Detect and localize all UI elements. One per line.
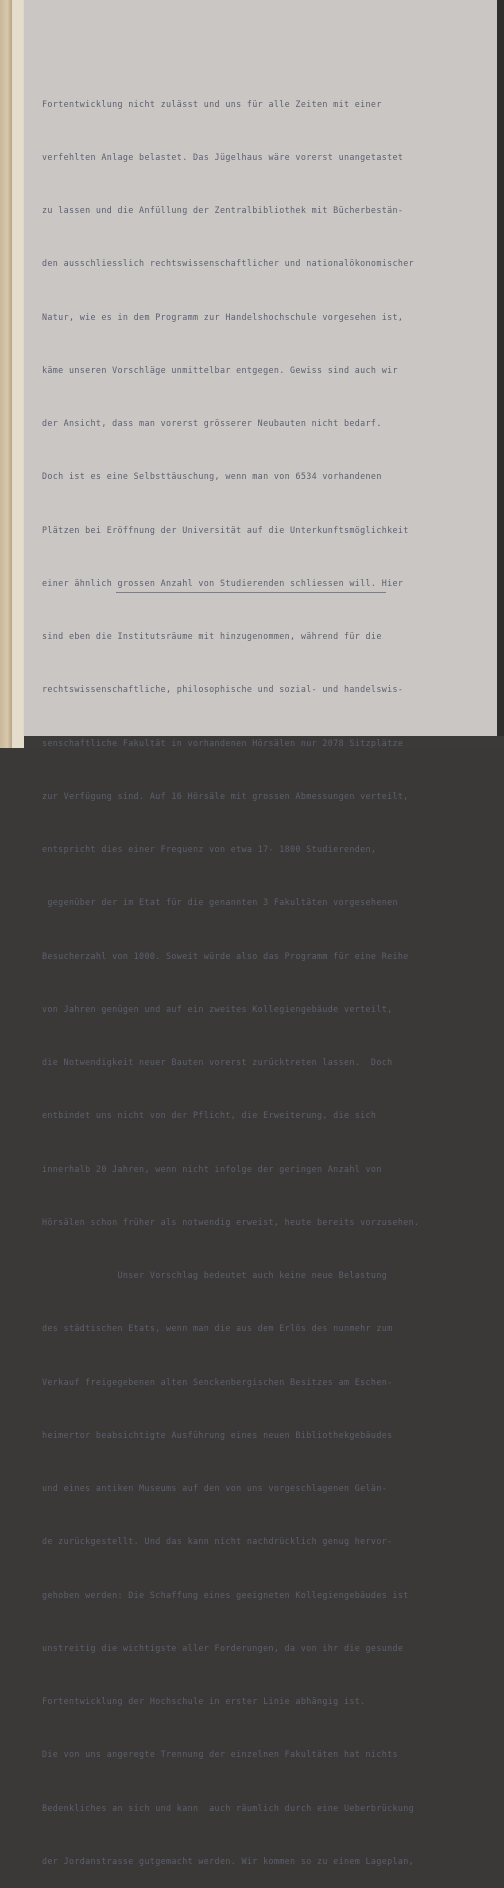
text-line: Fortentwicklung der Hochschule in erster Linie abhängig ist.: [42, 1696, 366, 1706]
text-line: de zurückgestellt. Und das kann nicht nachdrücklich genug hervor-: [42, 1536, 393, 1547]
text-line: sind eben die Institutsräume mit hinzugenommen, während für die: [42, 631, 382, 641]
text-line: zur Verfügung sind. Auf 16 Hörsäle mit grossen Abmessungen verteilt,: [42, 790, 409, 801]
text-line: Hörsälen schon früher als notwendig erweist, heute bereits vorzusehen.: [42, 1216, 420, 1227]
text-line: gegenüber der im Etat für die genannten 3 Fakultäten vorgesehenen: [42, 897, 398, 908]
text-line: Unser Vorschlag bedeutet auch keine neue Belastung: [42, 1270, 388, 1280]
text-line: rechtswissenschaftliche, philosophische und sozial- und handelswis-: [42, 684, 404, 695]
text-line: Besucherzahl von 1000. Soweit würde also das Programm für eine Reihe: [42, 950, 409, 961]
text-line: heimertor beabsichtigte Ausführung eines neuen Bibliothekgebäudes: [42, 1429, 393, 1440]
text-line: der Ansicht, dass man vorerst grösserer Neubauten nicht bedarf.: [42, 418, 382, 428]
text-line: und eines antiken Museums auf den von uns vorgeschlagenen Gelän-: [42, 1483, 388, 1493]
text-line: zu lassen und die Anfüllung der Zentralbibliothek mit Bücherbestän-: [42, 205, 404, 215]
text-line: Die von uns angeregte Trennung der einzelnen Fakultäten hat nichts: [42, 1749, 398, 1760]
text-line: des städtischen Etats, wenn man die aus dem Erlös des nunmehr zum: [42, 1323, 393, 1334]
text-line: Natur, wie es in dem Programm zur Handelshochschule vorgesehen ist,: [42, 311, 404, 322]
text-line: Doch ist es eine Selbsttäuschung, wenn man von 6534 vorhandenen: [42, 471, 382, 482]
typewritten-text: [42, 60, 462, 1888]
text-line: unstreitig die wichtigste aller Forderungen, da von ihr die gesunde: [42, 1642, 404, 1653]
text-line: Fortentwicklung nicht zulässt und uns für alle Zeiten mit einer: [42, 98, 382, 109]
text-line: innerhalb 20 Jahren, wenn nicht infolge der geringen Anzahl von: [42, 1163, 382, 1174]
text-line: entbindet uns nicht von der Pflicht, die Erweiterung, die sich: [42, 1110, 377, 1121]
text-line: verfehlten Anlage belastet. Das Jügelhaus wäre vorerst unangetastet: [42, 151, 404, 162]
text-line: Bedenkliches an sich und kann auch räumlich durch eine Ueberbrückung: [42, 1802, 415, 1813]
text-line: der Jordanstrasse gutgemacht werden. Wir kommen so zu einem Lageplan,: [42, 1855, 415, 1866]
text-line: käme unseren Vorschläge unmittelbar entgegen. Gewiss sind auch wir: [42, 364, 398, 375]
text-line: den ausschliesslich rechtswissenschaftlicher und nationalökonomischer: [42, 258, 415, 269]
text-line: senschaftliche Fakultät in vorhandenen Hörsälen nur 2078 Sitzplätze: [42, 737, 404, 748]
text-line: Verkauf freigegebenen alten Senckenbergischen Besitzes am Eschen-: [42, 1376, 393, 1387]
text-line: einer ähnlich grossen Anzahl von Studierenden schliessen will. Hier: [42, 577, 404, 588]
folder-edge: [0, 0, 12, 748]
text-line: entspricht dies einer Frequenz von etwa 17- 1800 Studierenden,: [42, 844, 377, 854]
text-line: die Notwendigkeit neuer Bauten vorerst zurücktreten lassen. Doch: [42, 1057, 393, 1067]
pencil-underline: [116, 592, 386, 593]
text-line: Plätzen bei Eröffnung der Universität auf die Unterkunftsmöglichkeit: [42, 524, 409, 535]
text-line: gehoben werden: Die Schaffung eines geeigneten Kollegiengebäudes ist: [42, 1589, 409, 1600]
background-right: [497, 0, 504, 748]
text-line: von Jahren genügen und auf ein zweites Kollegiengebäude verteilt,: [42, 1003, 393, 1014]
